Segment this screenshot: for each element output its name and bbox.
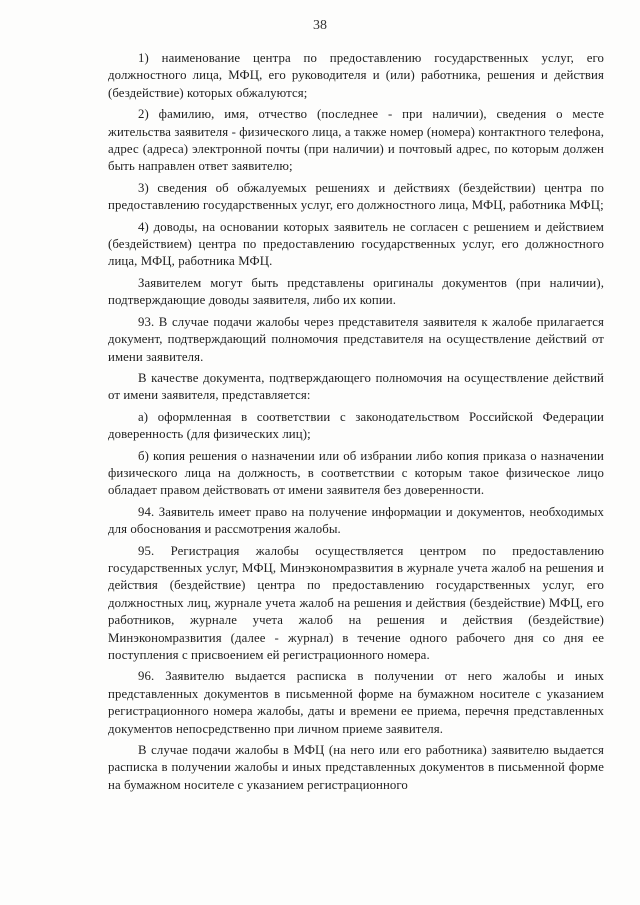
paragraph-originals: Заявителем могут быть представлены оригиналы документов (при наличии), подтверждающие доводы заявителя, либо их копии.: [108, 275, 604, 308]
paragraph-item-4: 4) доводы, на основании которых заявитель не согласен с решением и действием (бездействием) центра по предоставлению государственных услуг, его должностного лица, МФЦ, работника МФЦ.: [108, 219, 604, 269]
paragraph-94: 94. Заявитель имеет право на получение информации и документов, необходимых для обоснования и рассмотрения жалобы.: [108, 504, 604, 537]
paragraph-mfc-receipt: В случае подачи жалобы в МФЦ (на него или его работника) заявителю выдается расписка в получении жалобы и иных представленных документов в письменной форме на бумажном носителе с указанием регистрационного: [108, 743, 604, 792]
paragraph-item-2: 2) фамилию, имя, отчество (последнее - при наличии), сведения о месте жительства заявителя - физического лица, а также номер (номера) контактного телефона, адрес (адреса) электронной почты (при наличии) и почтовый адрес, по которым должен быть направлен ответ заявителю;: [108, 107, 604, 174]
paragraph-item-a: а) оформленная в соответствии с законодательством Российской Федерации доверенность (для физических лиц);: [108, 409, 604, 442]
document-body: [108, 50, 604, 798]
paragraph-96: 96. Заявителю выдается расписка в получении от него жалобы и иных представленных документов в письменной форме на бумажном носителе с указанием регистрационного номера жалобы, даты и времени ее приема, перечня представленных документов непосредственно при личном приеме заявителя.: [108, 669, 604, 736]
paragraph-authority-docs: В качестве документа, подтверждающего полномочия на осуществление действий от имени заявителя, представляется:: [108, 370, 604, 403]
paragraph-93: 93. В случае подачи жалобы через представителя заявителя к жалобе прилагается документ, подтверждающий полномочия представителя на осуществление действий от имени заявителя.: [108, 314, 604, 364]
paragraph-item-b: б) копия решения о назначении или об избрании либо копия приказа о назначении физического лица на должность, в соответствии с которым такое физическое лицо обладает правом действовать от имени заявителя без доверенности.: [108, 448, 604, 498]
paragraph-item-3: 3) сведения об обжалуемых решениях и действиях (бездействии) центра по предоставлению государственных услуг, его должностного лица, МФЦ, работника МФЦ;: [108, 180, 604, 213]
paragraph-item-1: 1) наименование центра по предоставлению государственных услуг, его должностного лица, МФЦ, его руководителя и (или) работника, решения и действия (бездействие) которых обжалуются;: [108, 51, 604, 100]
page-number: 38: [313, 18, 327, 33]
paragraph-95: 95. Регистрация жалобы осуществляется центром по предоставлению государственных услуг, МФЦ, Минэкономразвития в журнале учета жалоб на решения и действия (бездействие) центра по предоставлению государственных услуг, его должностных лиц, журнале учета жалоб на решения и действия (бездействие) МФЦ, его работников, журнале учета жалоб на решения и действия (бездействие) Минэкономразвития (далее - журнал) в течение одного рабочего дня со дня ее поступления с присвоением ей регистрационного номера.: [108, 543, 604, 662]
